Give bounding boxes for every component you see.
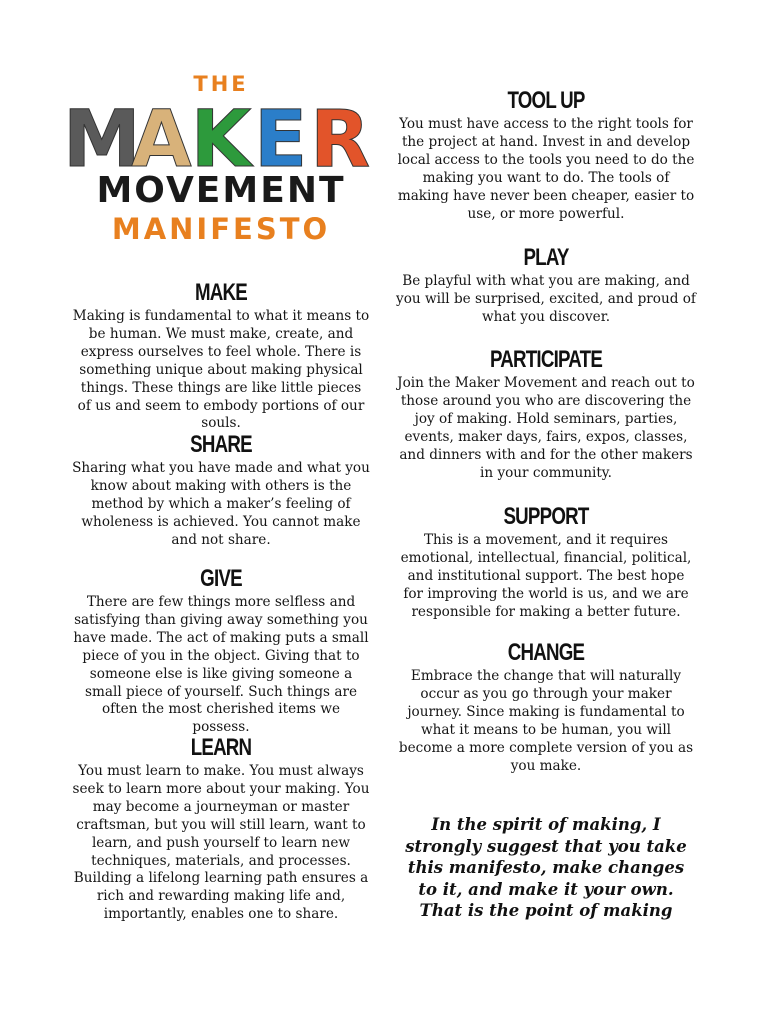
section-tool-up [396, 88, 696, 223]
section-participate [396, 347, 696, 482]
section-body: There are few things more selfless and satisfying than giving away something you have made. The act of making puts a small piece of you in the object. Giving that to someone else is like giving someone a small piece of yourself. Such things are often the most cherished items we possess. [73, 594, 369, 736]
section-body: Join the Maker Movement and reach out to those around you who are discovering the joy of making. Hold seminars, parties, events, maker days, fairs, expos, classes, and dinners with and for the other makers in your community. [397, 375, 695, 481]
logo-maker-letter-r: R [310, 95, 371, 185]
section-share [72, 432, 370, 550]
section-body: You must have access to the right tools for the project at hand. Invest in and develop local access to the tools you need to do the making you want to do. The tools of making have never been cheaper, easier to use, or more powerful. [397, 116, 695, 222]
logo-maker-wordmark [62, 95, 371, 185]
section-make [72, 280, 370, 433]
logo-movement-text: MOVEMENT [96, 170, 346, 211]
section-play [396, 245, 696, 327]
section-give [72, 566, 370, 737]
section-support [396, 504, 696, 622]
logo-maker-letter-e: E [253, 95, 308, 185]
maker-movement-manifesto-logo [62, 70, 371, 250]
section-title: SUPPORT [503, 503, 589, 530]
section-title: LEARN [190, 734, 252, 761]
logo-maker-letter-k: K [190, 95, 252, 185]
section-learn [72, 735, 370, 924]
section-body: You must learn to make. You must always seek to learn more about your making. You may become a journeyman or master craftsman, but you will still learn, want to learn, and push yourself to learn new techniques, materials, and processes. Building a lifelong learning path ensures a rich and rewarding making life and, importantly, enables one to share. [72, 763, 370, 923]
section-title: SHARE [190, 431, 252, 458]
section-title: CHANGE [507, 639, 585, 666]
section-body: This is a movement, and it requires emotional, intellectual, financial, political, and institutional support. The best hope for improving the world is us, and we are responsible for making a better future. [400, 532, 692, 620]
section-body: Making is fundamental to what it means to be human. We must make, create, and express ourselves to feel whole. There is something unique about making physical things. These things are like little pieces of us and seem to embody portions of our souls. [72, 308, 370, 432]
logo-the-text: THE [193, 72, 249, 96]
section-title: TOOL UP [507, 87, 585, 114]
section-change [396, 640, 696, 775]
section-title: GIVE [200, 565, 242, 592]
section-body: Be playful with what you are making, and you will be surprised, excited, and proud of what you discover. [396, 273, 696, 325]
section-body: Embrace the change that will naturally occur as you go through your maker journey. Since making is fundamental to what it means to be human, you will become a more complete version of you as you make. [398, 668, 694, 774]
closing-statement: In the spirit of making, I strongly suggest that you take this manifesto, make changes to it, and make it your own. That is the point of making [405, 815, 687, 920]
section-body: Sharing what you have made and what you know about making with others is the method by which a maker’s feeling of wholeness is achieved. You cannot make and not share. [72, 460, 370, 548]
logo-maker-letter-m: M [62, 95, 141, 185]
logo-maker-letter-a: A [131, 95, 192, 185]
section-title: MAKE [194, 279, 247, 306]
section-title: PARTICIPATE [489, 346, 603, 373]
logo-manifesto-text: MANIFESTO [111, 212, 331, 246]
section-title: PLAY [523, 244, 569, 271]
